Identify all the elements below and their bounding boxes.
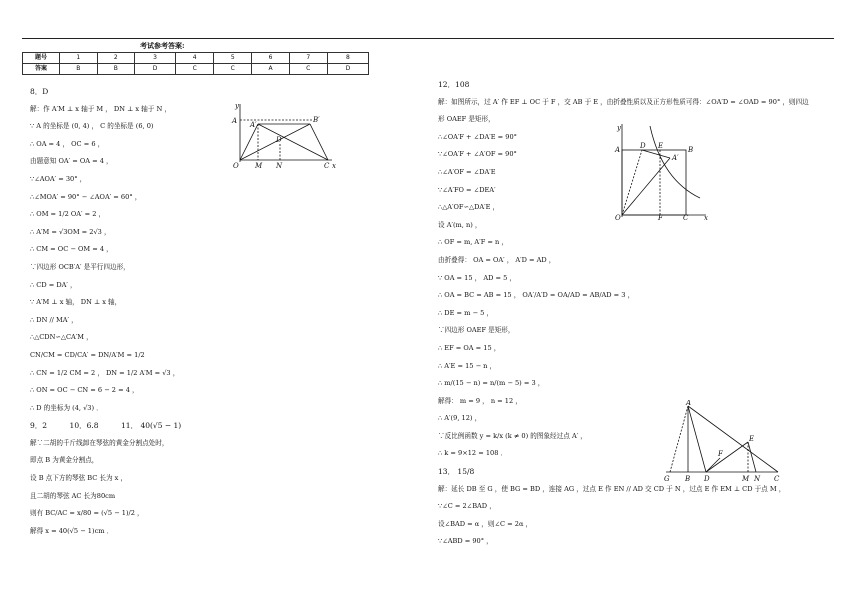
table-cell: 4	[176, 53, 214, 64]
text-line: ∴∠MOA′ = 90° − ∠AOA′ = 60° ，	[30, 192, 142, 201]
question-8-answer: 8．D	[30, 87, 49, 96]
fig1-label: A	[232, 117, 238, 125]
text-line: ∴ ON = OC − CN = 6 − 2 = 4 ，	[30, 386, 139, 395]
text-line: 解：如图所示，过 A′ 作 EF ⊥ OC 于 F ，交 AB 于 E ，由折叠性质以及正方形性质可得：∠OA′D = ∠OAD = 90° ，则四边	[438, 97, 809, 106]
fig3-label: G	[664, 475, 670, 483]
fig3-label: A	[686, 400, 692, 407]
text-line: ∴ m/(15 − n) = n/(m − 5) = 3 ，	[438, 379, 545, 388]
fig1-label: M	[255, 162, 263, 170]
fig3-label: F	[718, 450, 723, 458]
table-cell: 7	[289, 53, 327, 64]
table-cell: C	[214, 64, 252, 75]
text-line: ∵∠OA′F + ∠A′OF = 90°	[438, 150, 517, 159]
text-line: ∴ CN = 1/2 CM = 2 ， DN = 1/2 A′M = √3 ，	[30, 368, 180, 377]
text-line: 解得： m = 9 ， n = 12 ，	[438, 396, 522, 405]
fig1-label: x	[332, 162, 336, 170]
text-line: 解∵二胡的千斤线卸在琴弦的黄金分割点处时，	[30, 438, 169, 447]
text-line: 设 A′(m, n) ，	[438, 220, 482, 229]
text-line: ∴△A′OF∽△DA′E ，	[438, 203, 500, 212]
fig3-label: N	[754, 475, 761, 483]
text-line: ∵∠AOA′ = 30° ，	[30, 174, 87, 183]
fig2-label: B	[688, 146, 694, 154]
figure-square-fold	[612, 120, 712, 220]
answer-row-letters	[23, 64, 369, 75]
text-line: ∴ OF = m, A′F = n ，	[438, 238, 508, 247]
answer-row-numbers	[23, 53, 369, 64]
text-line: 即点 B 为黄金分割点，	[30, 456, 99, 465]
text-line: ∴ DN // MA′ ，	[30, 315, 78, 324]
table-cell: 5	[214, 53, 252, 64]
text-line: ∵ A′M ⊥ x 轴， DN ⊥ x 轴，	[30, 298, 122, 307]
table-cell: 1	[60, 53, 98, 64]
table-cell: 6	[252, 53, 289, 64]
text-line: ∴ A′M = √3OM = 2√3 ，	[30, 227, 111, 236]
fig1-label: O	[233, 162, 239, 170]
table-cell: B	[97, 64, 135, 75]
text-line: ∴ OA = BC = AB = 15 ， OA′/A′D = OA/AD = AB/AD = 3 ，	[438, 291, 635, 300]
fig3-label: C	[774, 475, 780, 483]
text-line: 形 OAEF 是矩形，	[438, 115, 495, 124]
question-12-answer: 12．108	[438, 80, 470, 89]
answer-key-table	[22, 52, 369, 75]
hyperbola-curve	[650, 126, 700, 198]
text-line: ∵∠A′FO = ∠DEA′	[438, 185, 496, 194]
table-cell: 3	[135, 53, 176, 64]
fig1-label: C	[324, 162, 330, 170]
fig3-label: M	[742, 475, 750, 483]
text-line: ∴△CDN∽△CA′M ，	[30, 333, 93, 342]
text-line: CN/CM = CD/CA′ = DN/A′M = 1/2	[30, 350, 145, 359]
fig1-label: A′	[250, 121, 257, 129]
answer-key-title: 考试参考答案:	[140, 41, 185, 50]
text-line: ∴ CM = OC − OM = 4 ，	[30, 245, 113, 254]
text-line: ∴ DE = m − 5 ，	[438, 308, 493, 317]
fig3-label: B	[685, 475, 691, 483]
text-line: 解：作 A′M ⊥ x 轴于 M ， DN ⊥ x 轴于 N ，	[30, 104, 171, 113]
fig1-label: B′	[313, 116, 320, 124]
fig3-label: E	[749, 435, 755, 443]
text-line: ∴ D 的坐标为 (4, √3) ．	[30, 403, 103, 412]
table-cell: C	[289, 64, 327, 75]
text-line: ∴∠A′OF = ∠DA′E	[438, 167, 496, 176]
table-cell: D	[135, 64, 176, 75]
text-line: 且二胡的琴弦 AC 长为80cm	[30, 491, 116, 500]
text-line: ∴ OM = 1/2 OA′ = 2 ，	[30, 210, 106, 219]
fig1-label: y	[235, 102, 239, 110]
segment-oa2	[240, 124, 258, 160]
figure-triangle	[656, 400, 786, 490]
text-line: ∵∠ABD = 90° ，	[438, 537, 493, 546]
table-cell: 2	[97, 53, 135, 64]
header-rule	[22, 38, 834, 39]
table-cell: 题号	[23, 53, 60, 64]
text-line: 由题意知 OA′ = OA = 4 ，	[30, 157, 113, 166]
fig2-label: A′	[672, 154, 679, 162]
text-line: 设 B 点下方的琴弦 BC 长为 x ，	[30, 474, 128, 483]
fig1-label: N	[276, 162, 283, 170]
fig2-label: C	[683, 214, 689, 220]
questions-9-11-answers: 9．2 10．6.8 11． 40(√5 − 1)	[30, 421, 182, 431]
fig2-label: F	[658, 214, 663, 220]
table-cell: 8	[327, 53, 368, 64]
text-line: ∴ EF = OA = 15 ，	[438, 343, 501, 352]
table-cell: B	[60, 64, 98, 75]
text-line: ∴ A′E = 15 − n ，	[438, 361, 497, 370]
fig2-label: O	[615, 214, 621, 220]
table-cell: A	[252, 64, 289, 75]
text-line: ∵四边形 OCB′A′ 是平行四边形，	[30, 262, 130, 271]
text-line: ∵四边形 OAEF 是矩形，	[438, 326, 515, 335]
text-line: 则有 BC/AC = x/80 = (√5 − 1)/2 ，	[30, 509, 144, 518]
text-line: ∴∠OA′F + ∠DA′E = 90°	[438, 132, 517, 141]
table-cell: C	[176, 64, 214, 75]
text-line: ∴ OA = 4 ， OC = 6 ，	[30, 139, 105, 148]
text-line: ∵反比例函数 y = k/x (k ≠ 0) 的图象经过点 A′ ，	[438, 431, 587, 440]
question-13-answer: 13． 15/8	[438, 467, 475, 477]
text-line: ∵ A 的坐标是 (0, 4) ， C 的坐标是 (6, 0)	[30, 122, 154, 131]
text-line: ∴ CD = DA′ ，	[30, 280, 77, 289]
fig2-label: D	[640, 142, 646, 150]
figure-parallelogram	[228, 100, 338, 170]
fig2-label: x	[704, 214, 708, 220]
table-cell: 答案	[23, 64, 60, 75]
fig2-label: y	[617, 124, 621, 132]
fig2-label: E	[658, 142, 664, 150]
text-line: 解得 x = 40(√5 − 1)cm ．	[30, 526, 114, 535]
text-line: ∴ A′(9, 12) ，	[438, 414, 482, 423]
text-line: ∵∠C = 2∠BAD ，	[438, 502, 496, 511]
table-cell: D	[327, 64, 368, 75]
text-line: 解：延长 DB 至 G ，使 BG = BD ，连接 AG ，过点 E 作 EN // AD 交 CD 于 N ，过点 E 作 EM ⊥ CD 于点 M ，	[438, 484, 786, 493]
text-line: 由折叠得： OA = OA′ ， A′D = AD ，	[438, 255, 556, 264]
text-line: ∵ OA = 15 ， AD = 5 ，	[438, 273, 517, 282]
text-line: 设∠BAD = α ，则∠C = 2α ，	[438, 519, 533, 528]
fig1-label: D	[276, 136, 282, 144]
fig2-label: A	[615, 146, 621, 154]
text-line: ∴ k = 9×12 = 108 ．	[438, 449, 508, 458]
fig3-label: D	[704, 475, 710, 483]
